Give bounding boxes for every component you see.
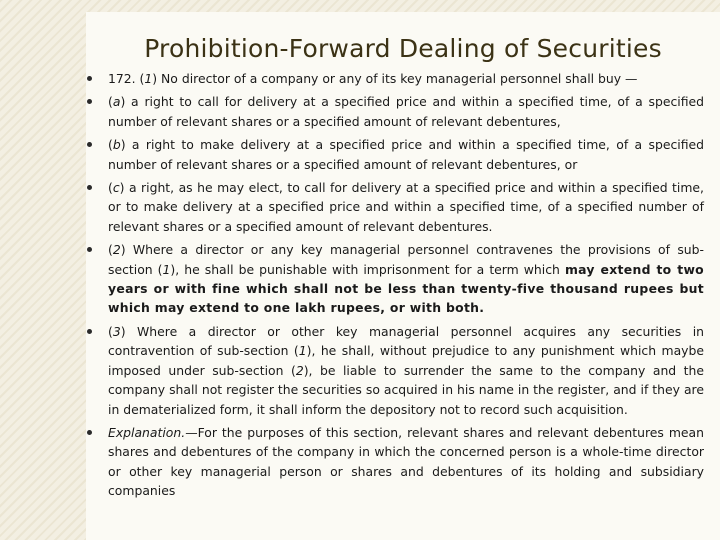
bullet-text: ) a right, as he may elect, to call for delivery at a specified price and within a specified time, or to make delivery at a specified price and within a specified time, of a specified number of relevant shares or a specified amount of relevant debentures. — [108, 180, 704, 234]
bullet-item — [86, 240, 704, 318]
bullet-text: 3 — [112, 323, 121, 339]
bullet-text: ), he shall be punishable with imprisonment for a term which — [170, 261, 565, 277]
bullet-text: may extend to two years or with fine which shall not be less than twenty-five thousand rupees but which may extend to one lakh rupees, or with both. — [108, 261, 704, 316]
bullet-text: —For the purposes of this section, relevant shares and relevant debentures mean shares and debentures of the company in which the concerned person is a whole-time director or other key managerial person or shares and debentures of its holding and subsidiary companies — [108, 424, 704, 499]
bullet-text: ) a right to make delivery at a specified price and within a specified time, of a specified number of relevant shares or a specified amount of relevant debentures, or — [108, 137, 704, 172]
slide — [86, 12, 720, 540]
bullet-dot-icon — [87, 99, 92, 104]
bullet-item — [86, 322, 704, 419]
bullet-text: ) Where a director or any key managerial personnel contravenes the provisions of sub-section ( — [108, 242, 704, 277]
bullet-item — [86, 92, 704, 131]
bullet-text: ( — [108, 94, 113, 110]
bullet-text: ) Where a director or other key managerial personnel acquires any securities in contravention of sub-section ( — [108, 323, 704, 359]
bullet-text: 1 — [298, 343, 307, 359]
bullet-dot-icon — [87, 329, 92, 334]
bullet-text: c — [112, 180, 120, 196]
bullet-text: 172. ( — [108, 71, 145, 86]
bullet-item — [86, 178, 704, 236]
bullet-text: ( — [108, 180, 113, 196]
bullet-text: ), he shall, without prejudice to any punishment which maybe imposed under sub-section ( — [108, 343, 705, 378]
bullet-text: ( — [108, 323, 113, 339]
bullet-dot-icon — [87, 247, 92, 252]
bullet-text: ( — [108, 242, 113, 258]
bullet-item — [86, 423, 704, 501]
bullet-dot-icon — [87, 142, 92, 147]
bullet-text: Explanation. — [108, 424, 186, 440]
bullet-dot-icon — [87, 185, 92, 190]
bullet-text: ) No director of a company or any of its key managerial personnel shall buy — — [152, 71, 638, 86]
bullet-text: ), be liable to surrender the same to the company and the company shall not register the securities so acquired in his name in the register, and if they are in dematerialized form, it shall inform the depository not to record such acquisition. — [108, 362, 704, 417]
bullet-list — [86, 69, 704, 505]
bullet-text: 1 — [162, 261, 171, 277]
bullet-text: b — [112, 137, 121, 153]
bullet-text: ( — [108, 137, 113, 153]
bullet-item — [86, 135, 704, 174]
bullet-dot-icon — [87, 76, 92, 81]
bullet-item — [86, 69, 704, 88]
bullet-text: ) a right to call for delivery at a specified price and within a specified time, of a specified number of relevant shares or a specified amount of relevant debentures, — [108, 94, 704, 129]
bullet-text: a — [112, 94, 121, 110]
bullet-dot-icon — [87, 430, 92, 435]
slide-title: Prohibition-Forward Dealing of Securities — [144, 34, 662, 63]
bullet-text: 2 — [295, 362, 304, 378]
bullet-text: 1 — [144, 71, 153, 86]
bullet-text: 2 — [112, 242, 121, 258]
